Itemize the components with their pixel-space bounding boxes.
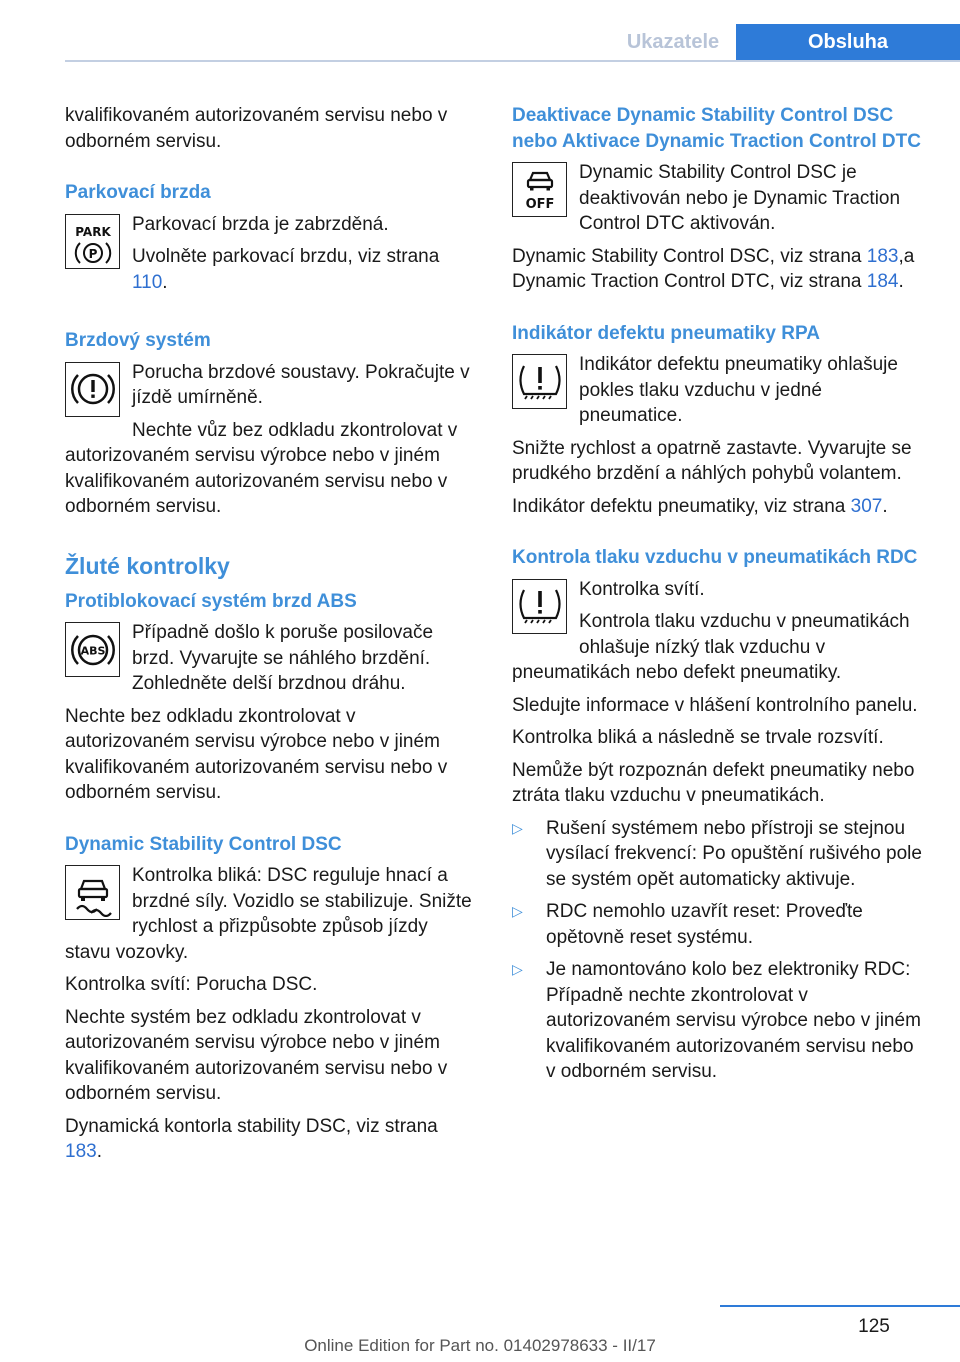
tire-pressure-icon	[512, 354, 567, 409]
rpa-text-3: Indikátor defektu pneumatiky, viz strana 307.	[512, 495, 888, 517]
left-column	[65, 103, 477, 1172]
list-item: ▷ RDC nemohlo uzavřít reset: Proveďte opětovně reset systému.	[512, 901, 863, 948]
parking-brake-text-1: Parkovací brzda je zabrzděná.	[132, 213, 389, 235]
abs-icon-label: ABS	[80, 644, 105, 657]
brake-warning-icon	[65, 362, 120, 417]
yellow-lights-title: Žluté kontrolky	[65, 552, 230, 579]
abs-text-2: Nechte bez odkladu zkontrolovat v autorizovaném servisu výrobce nebo v jiném kvalifikovaném autorizovaném servisu nebo v odborném servisu.	[65, 705, 448, 803]
rdc-text-4: Kontrolka bliká a následně se trvale rozsvítí.	[512, 727, 884, 748]
tab-ukazatele[interactable]: Ukazatele	[626, 31, 720, 53]
dsc-text-3: Nechte systém bez odkladu zkontrolovat v autorizovaném servisu výrobce nebo v jiném kvalifikovaném autorizovaném servisu nebo v odborném servisu.	[65, 1006, 448, 1104]
bullet-arrow-icon: ▷	[512, 903, 523, 919]
edition-footer: Online Edition for Part no. 01402978633 - II/17	[304, 1336, 656, 1355]
deactivation-text-1: Dynamic Stability Control DSC je deaktivován nebo je Dynamic Traction Control DTC aktivován.	[579, 162, 901, 234]
brake-text-1: Porucha brzdové soustavy. Pokračujte v jízdě umírněně.	[132, 361, 470, 408]
footer-rule	[720, 1305, 960, 1307]
abs-icon	[65, 622, 120, 677]
link-page-184[interactable]: 184	[866, 271, 899, 292]
park-icon-p: P	[88, 247, 97, 261]
list-item: ▷ Je namontováno kolo bez elektroniky RDC: Případně nechte zkontrolovat v autorizovaném servisu výrobce nebo v jiném kvalifikovaném autorizovaném servisu nebo v odborném servisu.	[512, 959, 921, 1082]
brake-text-2: Nechte vůz bez odkladu zkontrolovat v autorizovaném servisu výrobce nebo v jiném kvalifikovaném autorizovaném servisu nebo v odborném servisu.	[65, 419, 458, 517]
dsc-text-1: Kontrolka bliká: DSC reguluje hnací a brzdné síly. Vozidlo se stabilizuje. Snižte rychlost a přizpůsobte způsob jízdy stavu vozovky.	[65, 865, 472, 963]
dsc-off-icon	[512, 162, 567, 217]
section-rdc-title: Kontrola tlaku vzduchu v pneumatikách RDC	[512, 547, 918, 568]
dsc-text-4: Dynamická kontorla stability DSC, viz strana 183.	[65, 1115, 438, 1162]
rdc-tire-icon	[512, 579, 567, 634]
dsc-text-2: Kontrolka svítí: Porucha DSC.	[65, 974, 318, 995]
rdc-text-3: Sledujte informace v hlášení kontrolního panelu.	[512, 694, 918, 716]
bullet-arrow-icon: ▷	[512, 961, 523, 977]
section-rpa-title: Indikátor defektu pneumatiky RPA	[512, 322, 820, 344]
parking-brake-icon	[65, 214, 120, 269]
section-brake-system-title: Brzdový systém	[65, 330, 211, 351]
bullet-arrow-icon: ▷	[512, 819, 523, 836]
page-header	[0, 0, 960, 62]
link-page-183[interactable]: 183	[65, 1141, 97, 1162]
off-icon-label: OFF	[525, 196, 554, 212]
park-icon-label: PARK	[74, 225, 111, 239]
rpa-text-2: Snižte rychlost a opatrně zastavte. Vyvarujte se prudkého brzdění a náhlých pohybů volantem.	[512, 437, 912, 484]
header-rule	[65, 60, 960, 62]
rdc-text-2: Kontrola tlaku vzduchu v pneumatikách ohlašuje nízký tlak vzduchu v pneumatikách nebo defekt pneumatiky.	[512, 611, 910, 683]
abs-text-1: Případně došlo k poruše posilovače brzd. Vyvarujte se náhlého brzdění. Zohledněte delší brzdnou dráhu.	[132, 622, 434, 694]
list-item: ▷ Rušení systémem nebo přístroji se stejnou vysílací frekvencí: Po opuštění rušivého pole se systém opět automaticky aktivuje.	[512, 817, 922, 890]
link-page-307[interactable]: 307	[850, 495, 883, 517]
section-parking-brake-title: Parkovací brzda	[65, 182, 211, 203]
intro-text: kvalifikovaném autorizovaném servisu nebo v odborném servisu.	[65, 105, 448, 152]
dsc-icon	[65, 865, 120, 920]
deactivation-text-2: Dynamic Stability Control DSC, viz strana 183,a Dynamic Traction Control DTC, viz strana 184.	[512, 245, 915, 292]
right-column	[512, 103, 926, 1092]
rpa-text-1: Indikátor defektu pneumatiky ohlašuje pokles tlaku vzduchu v jedné pneumatice.	[579, 354, 898, 426]
link-page-183-b[interactable]: 183	[866, 245, 899, 267]
parking-brake-text-2: Uvolněte parkovací brzdu, viz strana 110.	[132, 246, 440, 293]
page-number: 125	[858, 1316, 890, 1337]
link-page-110[interactable]: 110	[132, 271, 163, 293]
section-deactivation-title: Deaktivace Dynamic Stability Control DSC nebo Aktivace Dynamic Traction Control DTC	[512, 105, 921, 152]
rdc-text-5: Nemůže být rozpoznán defekt pneumatiky nebo ztráta tlaku vzduchu v pneumatikách.	[512, 759, 915, 806]
section-abs-title: Protiblokovací systém brzd ABS	[65, 590, 357, 612]
section-dsc-title: Dynamic Stability Control DSC	[65, 833, 342, 855]
tab-obsluha[interactable]: Obsluha	[736, 24, 960, 61]
rdc-bullet-list	[512, 816, 926, 1085]
rdc-text-1: Kontrolka svítí.	[579, 578, 705, 600]
